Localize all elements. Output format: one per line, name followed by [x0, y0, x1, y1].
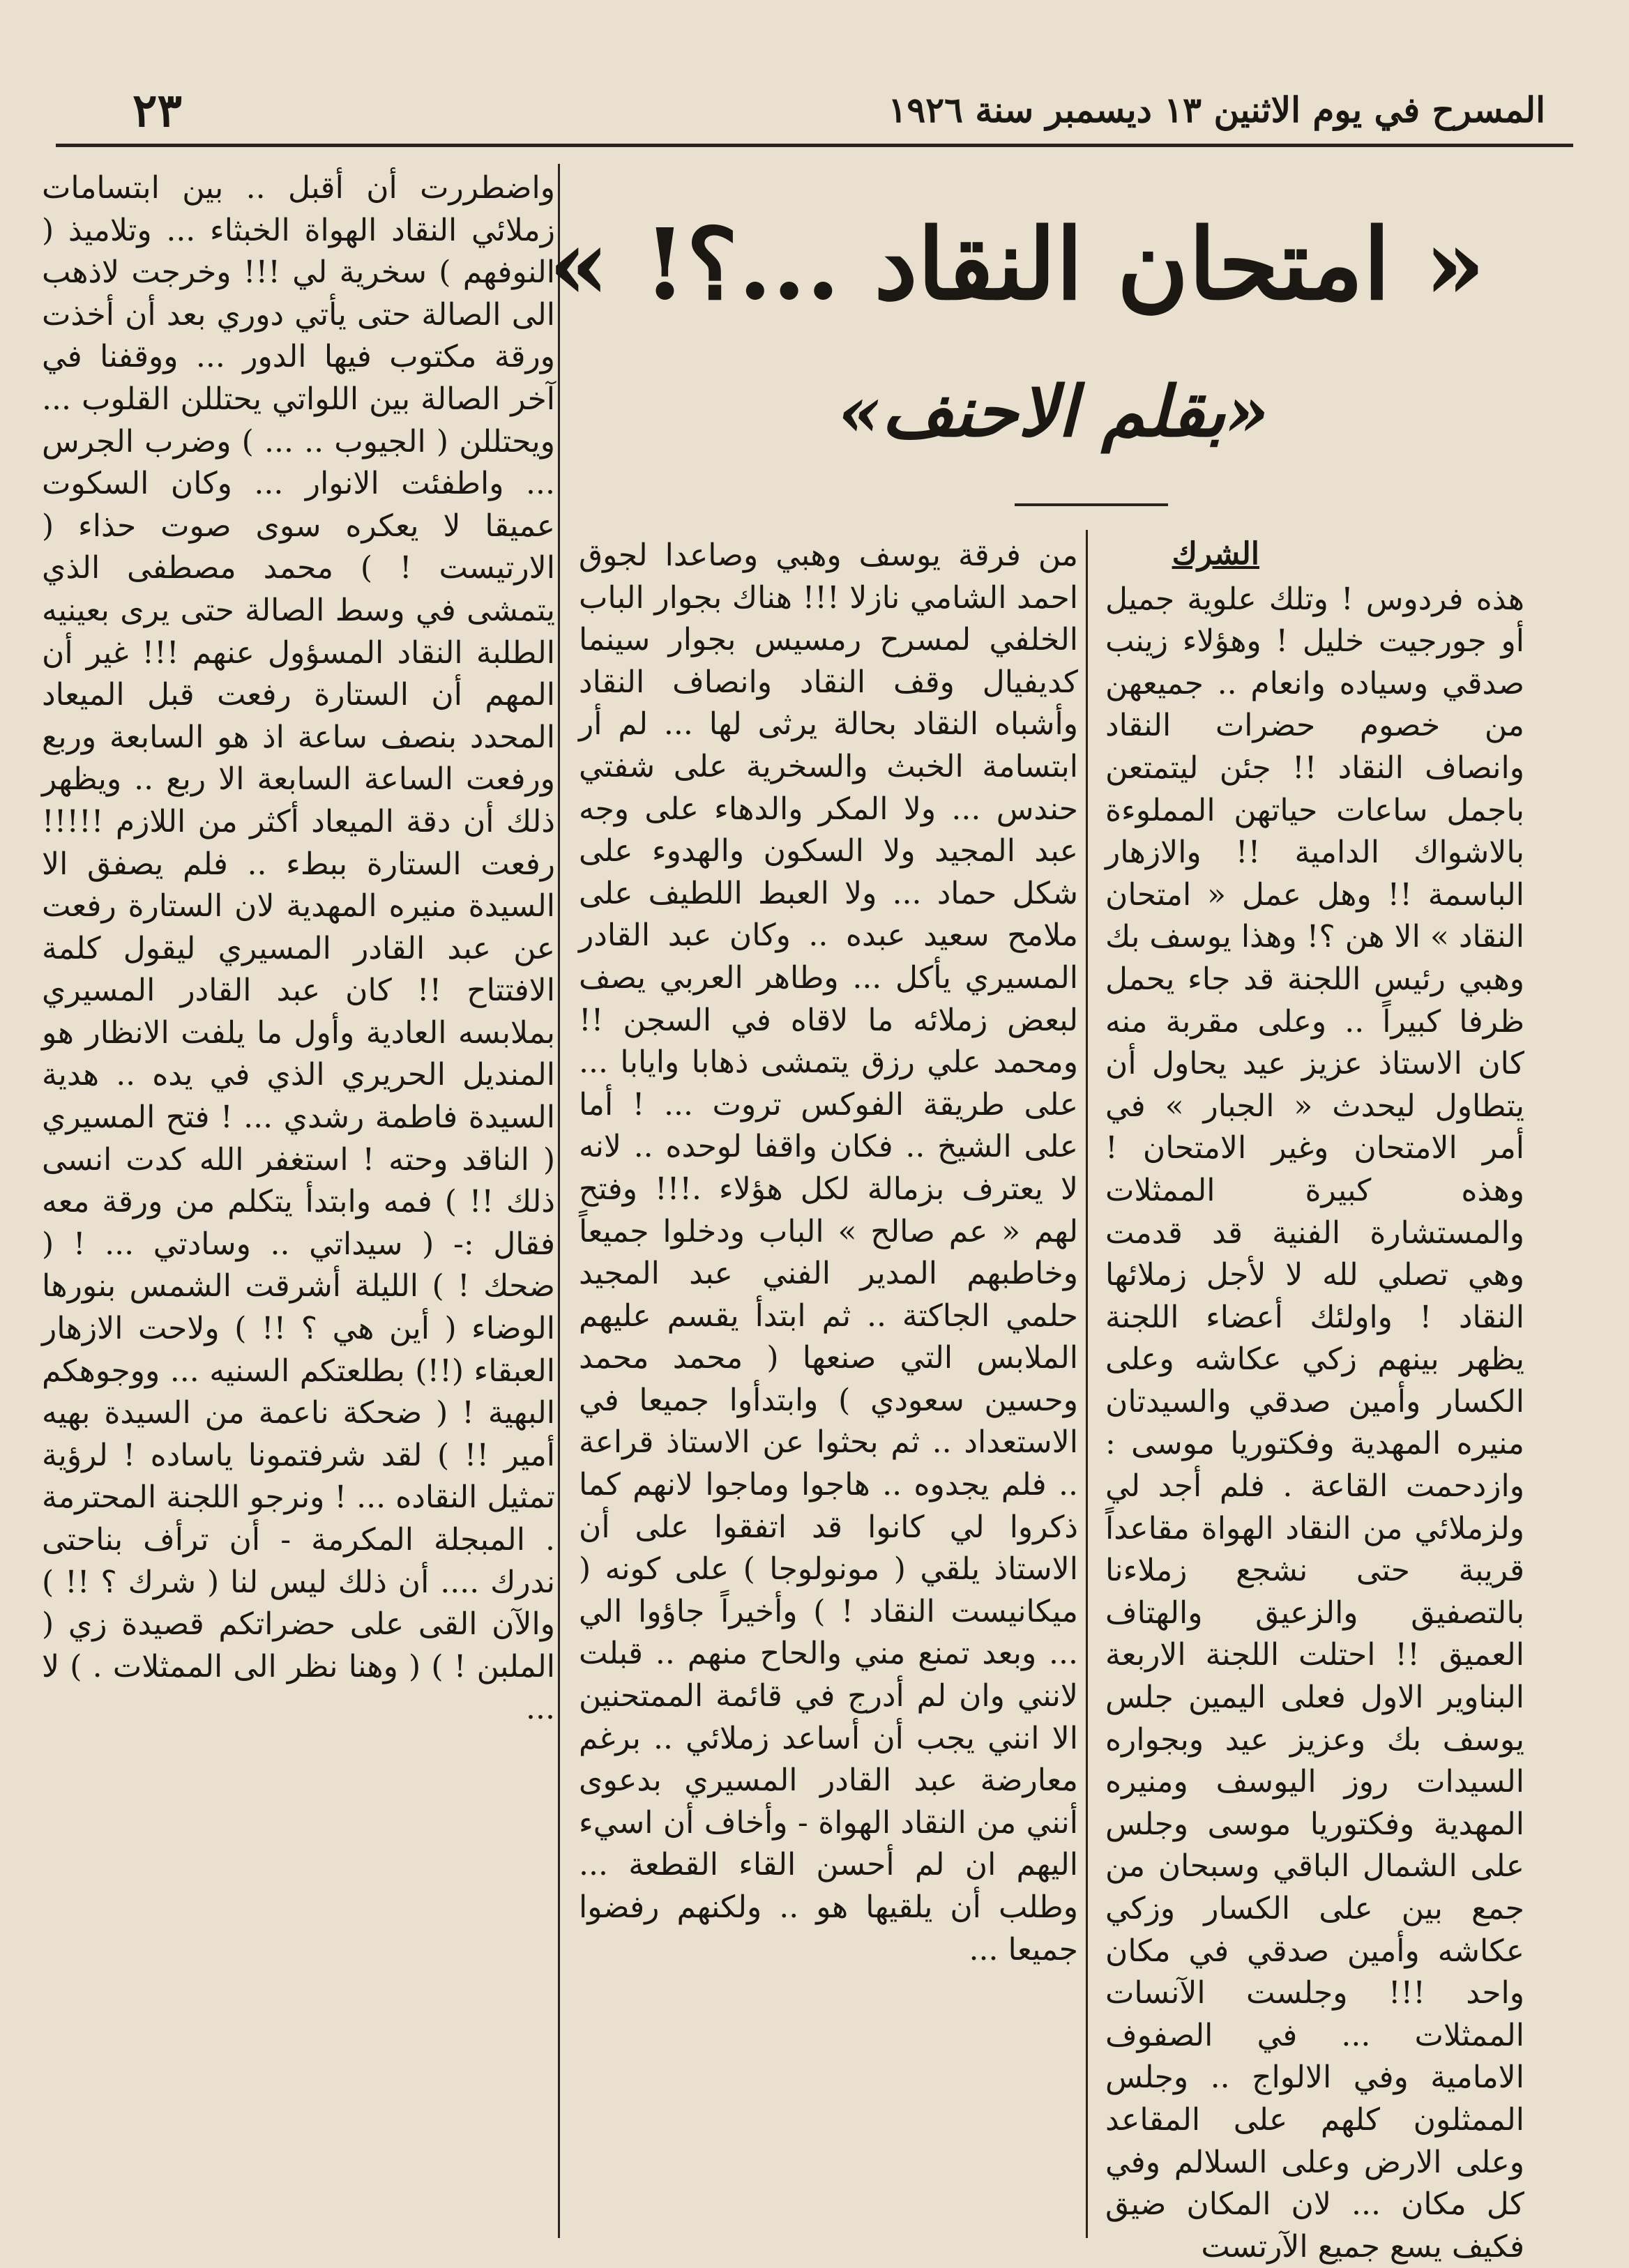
article-byline: «بقلم الاحنف» [838, 370, 1269, 452]
byline-rule [1015, 503, 1168, 506]
column-middle [579, 535, 1078, 1971]
article-title: « امتحان النقاد ...؟! » [548, 208, 1485, 322]
column-left-text: واضطررت أن أقبل .. بين ابتسامات زملائي النقاد الهواة الخبثاء ... وتلاميذ ( النوفهم ) سخرية لي !!! وخرجت لاذهب الى الصالة حتى يأتي دوري بعد أن أخذت ورقة مكتوب فيها الدور ... ووقفنا في آخر الصالة بين اللواتي يحتللن القلوب ... ويحتللن ( الجيوب .. ... ) وضرب الجرس ... واطفئت الانوار ... وكان السكوت عميقا لا يعكره سوى صوت حذاء ( الارتيست ! ) محمد مصطفى الذي يتمشى في وسط الصالة حتى يرى بعينيه الطلبة النقاد المسؤول عنهم !!! غير أن المهم أن الستارة رفعت قبل الميعاد المحدد بنصف ساعة اذ هو السابعة وربع ورفعت الساعة السابعة الا ربع .. ويظهر ذلك أن دقة الميعاد أكثر من اللازم !!!!! رفعت الستارة ببطء .. فلم يصفق الا السيدة منيره المهدية لان الستارة رفعت عن عبد القادر المسيري ليقول كلمة الافتتاح !! كان عبد القادر المسيري بملابسه العادية وأول ما يلفت الانظار هو المنديل الحريري الذي في يده .. هدية السيدة فاطمة رشدي ... ! فتح المسيري ( الناقد وحته ! استغفر الله كدت انسى ذلك !! ) فمه وابتدأ يتكلم من ورقة معه فقال :- ( سيداتي .. وسادتي ... ! ( ضحك ! ) الليلة أشرقت الشمس بنورها الوضاء ( أين هي ؟ !! ) ولاحت الازهار العبقاء (!!) بطلعتكم السنيه ... ووجوهكم البهية ! ( ضحكة ناعمة من السيدة بهيه أمير !! ) لقد شرفتمونا ياساده ! لرؤية تمثيل النقاده ... ! ونرجو اللجنة المحترمة . المبجلة المكرمة - أن ترأف بناحتى ندرك .... أن ذلك ليس لنا ( شرك ؟ !! ) والآن القى على حضراتكم قصيدة زي ( الملبن ! ) ( وهنا نظر الى الممثلات . ) لا ... [42, 170, 555, 1727]
column-divider-right [1086, 530, 1088, 2238]
column-right-text: هذه فردوس ! وتلك علوية جميل أو جورجيت خليل ! وهؤلاء زينب صدقي وسياده وانعام .. جميعهن من خصوم حضرات النقاد وانصاف النقاد !! جئن ليتمتعن باجمل ساعات حياتهن المملوءة بالاشواك الدامية !! والازهار الباسمة !! وهل عمل « امتحان النقاد » الا هن ؟! وهذا يوسف بك وهبي رئيس اللجنة قد جاء يحمل ظرفا كبيراً .. وعلى مقربة منه كان الاستاذ عزيز عيد يحاول أن يتطاول ليحدث « الجبار » في أمر الامتحان وغير الامتحان ! وهذه كبيرة الممثلات والمستشارة الفنية قد قدمت وهي تصلي لله لا لأجل زملائها النقاد ! واولئك أعضاء اللجنة يظهر بينهم زكي عكاشه وعلى الكسار وأمين صدقي والسيدتان منيره المهدية وفكتوريا موسى : وازدحمت القاعة . فلم أجد لي ولزملائي من النقاد الهواة مقاعداً قريبة حتى نشجع زملاءنا بالتصفيق والزعيق والهتاف العميق !! احتلت اللجنة الاربعة البناوير الاول فعلى اليمين جلس يوسف بك وعزيز عيد وبجواره السيدات روز اليوسف ومنيره المهدية وفكتوريا موسى وجلس على الشمال الباقي وسبحان من جمع بين على الكسار وزكي عكاشه وأمين صدقي في مكان واحد !!! وجلست الآنسات الممثلات ... في الصفوف الامامية وفي الالواج .. وجلس الممثلون كلهم على المقاعد وعلى الارض وعلى السلالم وفي كل مكان ... لان المكان ضيق فكيف يسع جميع الآرتست [1105, 581, 1524, 2265]
header-rule [56, 144, 1573, 147]
column-middle-text: من فرقة يوسف وهبي وصاعدا لجوق احمد الشامي نازلا !!! هناك بجوار الباب الخلفي لمسرح رمسيس بجوار سينما كديفيال وقف النقاد وانصاف النقاد وأشباه النقاد بحالة يرثى لها ... لم أر ابتسامة الخبث والسخرية على شفتي حندس ... ولا المكر والدهاء على وجه عبد المجيد ولا السكون والهدوء على شكل حماد ... ولا العبط اللطيف على ملامح سعيد عبده .. وكان عبد القادر المسيري يأكل ... وطاهر العربي يصف لبعض زملائه ما لاقاه في السجن !! ومحمد علي رزق يتمشى ذهابا وايابا ... على طريقة الفوكس تروت ... ! أما على الشيخ .. فكان واقفا لوحده .. لانه لا يعترف بزمالة لكل هؤلاء .!!! وفتح لهم « عم صالح » الباب ودخلوا جميعاً وخاطبهم المدير الفني عبد المجيد حلمي الجاكتة .. ثم ابتدأ يقسم عليهم الملابس التي صنعها ( محمد محمد وحسين سعودي ) وابتدأوا جميعا في الاستعداد .. ثم بحثوا عن الاستاذ قراعة .. فلم يجدوه .. هاجوا وماجوا لانهم كما ذكروا لي كانوا قد اتفقوا على أن الاستاذ يلقي ( مونولوجا ) على كونه ( ميكانيست النقاد ! ) وأخيراً جاؤوا الي ... وبعد تمنع مني والحاح منهم .. قبلت لانني وان لم أدرج في قائمة الممتحنين الا انني يجب أن أساعد زملائي .. برغم معارضة عبد القادر المسيري بدعوى أنني من النقاد الهواة - وأخاف أن اسيء اليهم ان لم أحسن القاء القطعة ... وطلب أن يلقيها هو .. ولكنهم رفضوا جميعا ... [579, 538, 1078, 1968]
section-subhead: الشرك [1172, 536, 1259, 572]
page-number: ٢٣ [132, 83, 182, 137]
column-divider-left [558, 164, 560, 2238]
column-right [1105, 533, 1524, 2268]
column-left [42, 167, 555, 1730]
page-header [105, 82, 1545, 138]
running-title: المسرح في يوم الاثنين ١٣ ديسمبر سنة ١٩٢٦ [888, 89, 1545, 130]
